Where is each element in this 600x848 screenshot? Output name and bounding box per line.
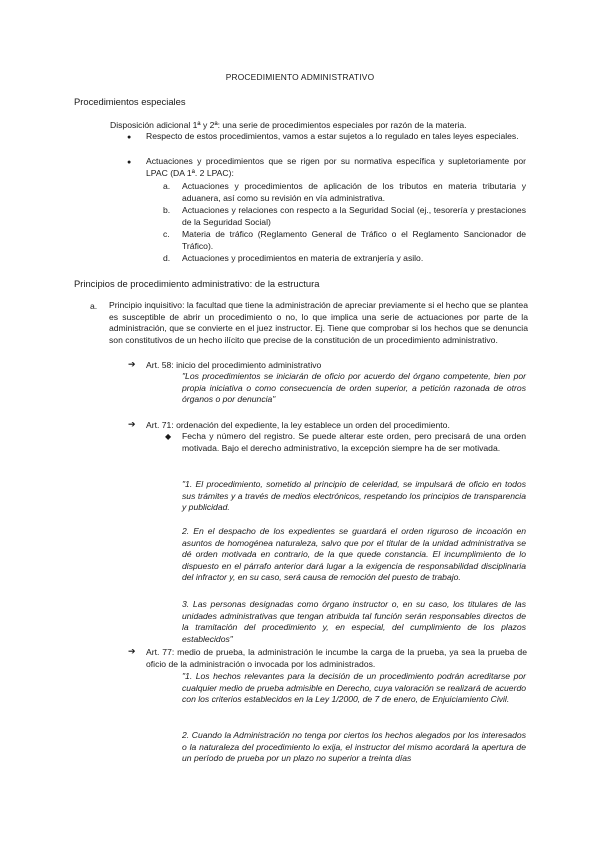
sec1-sub-a: Actuaciones y procedimientos de aplicación de los tributos en materia tributaria y aduanera, así como su revisión en vía administrativa. bbox=[182, 181, 526, 203]
list-marker: b. bbox=[163, 205, 171, 215]
arrow-right-icon: ➔ bbox=[128, 646, 136, 656]
sec1-sub-b: Actuaciones y relaciones con respecto a la Seguridad Social (ej., tesorería y prestaciones de la Seguridad Social) bbox=[182, 205, 526, 227]
sec1-sub-c: Materia de tráfico (Reglamento General de Tráfico o el Reglamento Sancionador de Tráfico). bbox=[182, 229, 526, 251]
principio-inquisitivo: Principio inquisitivo: la facultad que tiene la administración de apreciar previamente si el hecho que se plantea es susceptible de abrir un procedimiento o no, lo que implica una serie de actuaciones por parte de la administración, que se convierte en el juez instructor. Ej. Tiene que comprobar si los hechos que se denuncia son constitutivos de un hecho ilícito que precise de la constitución de un procedimiento administrativo. bbox=[109, 300, 528, 345]
arrow-right-icon: ➔ bbox=[128, 419, 136, 429]
list-marker: a. bbox=[163, 181, 171, 191]
sec1-sub-d: Actuaciones y procedimientos en materia de extranjería y asilo. bbox=[182, 253, 424, 263]
art71-quote-2: 2. En el despacho de los expedientes se guardará el orden riguroso de incoación en asuntos de homogénea naturaleza, salvo que por el titular de la unidad administrativa se dé orden motivada en contrario, de la que quede constancia. El incumplimiento de lo dispuesto en el párrafo anterior dará lugar a la exigencia de responsabilidad disciplinaria del infractor y, en su caso, será causa de remoción del puesto de trabajo. bbox=[182, 526, 526, 583]
bullet-icon: ● bbox=[127, 159, 132, 166]
sec1-bullet-2: Actuaciones y procedimientos que se rigen por su normativa específica y supletoriamente por LPAC (DA 1ª. 2 LPAC): bbox=[146, 156, 526, 178]
art71-quote-3: 3. Las personas designadas como órgano instructor o, en su caso, los titulares de las unidades administrativas que tengan atribuida tal función serán responsables directos de la tramitación del procedimiento y, en especial, del cumplimiento de los plazos establecidos" bbox=[182, 599, 526, 644]
section-heading-principios: Principios de procedimiento administrativo: de la estructura bbox=[74, 278, 320, 289]
document-title: PROCEDIMIENTO ADMINISTRATIVO bbox=[225, 72, 375, 82]
sec1-intro: Disposición adicional 1ª y 2ª: una serie de procedimientos especiales por razón de la materia. bbox=[110, 120, 467, 130]
section-heading-procedimientos-especiales: Procedimientos especiales bbox=[74, 96, 186, 107]
diamond-bullet-icon: ◆ bbox=[165, 432, 172, 441]
list-marker: c. bbox=[163, 229, 170, 239]
art77-quote-2: 2. Cuando la Administración no tenga por ciertos los hechos alegados por los interesados o la naturaleza del procedimiento lo exija, el instructor del mismo acordará la apertura de un período de prueba por un plazo no superior a treinta días bbox=[182, 730, 526, 764]
arrow-right-icon: ➔ bbox=[128, 359, 136, 369]
art71-label: Art. 71: ordenación del expediente, la ley establece un orden del procedimiento. bbox=[146, 420, 450, 430]
list-marker: a. bbox=[90, 301, 98, 311]
art77-quote-1: "1. Los hechos relevantes para la decisión de un procedimiento podrán acreditarse por cualquier medio de prueba admisible en Derecho, cuya valoración se realizará de acuerdo con los criterios establecidos en la Ley 1/2000, de 7 de enero, de Enjuiciamiento Civil. bbox=[182, 671, 526, 705]
bullet-icon: ● bbox=[127, 134, 132, 141]
art77-label: Art. 77: medio de prueba, la administración le incumbe la carga de la prueba, ya sea la prueba de oficio de la administración o invocada por los administrados. bbox=[146, 647, 527, 669]
list-marker: d. bbox=[163, 253, 171, 263]
art58-quote: "Los procedimientos se iniciarán de oficio por acuerdo del órgano competente, bien por propia iniciativa o como consecuencia de orden superior, a petición razonada de otros órganos o por denuncia" bbox=[182, 371, 526, 405]
art71-note: Fecha y número del registro. Se puede alterar este orden, pero precisará de una orden motivada. Bajo el derecho administrativo, la excepción siempre ha de ser motivada. bbox=[182, 431, 526, 453]
art71-quote-1: "1. El procedimiento, sometido al principio de celeridad, se impulsará de oficio en todos sus trámites y a través de medios electrónicos, respetando los principios de transparencia y publicidad. bbox=[182, 479, 526, 513]
sec1-bullet-1: Respecto de estos procedimientos, vamos a estar sujetos a lo regulado en tales leyes especiales. bbox=[146, 131, 519, 141]
art58-label: Art. 58: inicio del procedimiento administrativo bbox=[146, 360, 322, 370]
